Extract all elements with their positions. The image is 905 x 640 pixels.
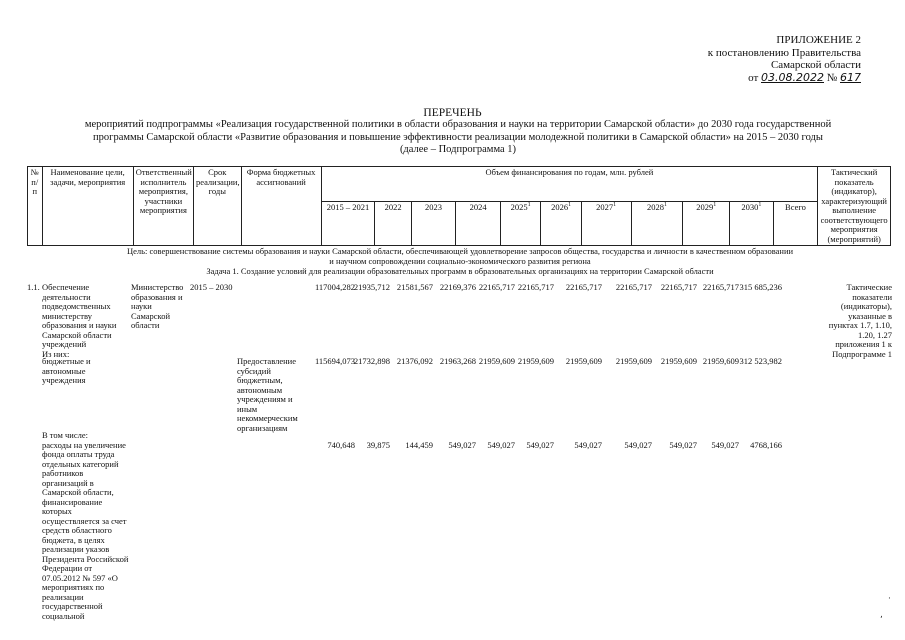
header-year: 2026$^1$ [541,202,581,246]
value-cell: 144,459 [405,440,433,450]
header-term: Срок реализации, годы [193,167,241,246]
footnote-mark: 1 [663,202,667,209]
row-form: Предоставление субсидий бюджетным, автономным учреждениям и иным некоммерческим организациям [237,356,298,433]
value-cell: 115694,073 [314,356,355,366]
value-cell: 549,027 [711,440,739,450]
value-cell: 549,027 [526,440,554,450]
date-prefix: от [748,71,759,84]
value-cell: 549,027 [624,440,652,450]
scan-mark: · [888,594,891,604]
footnote-mark: 1 [758,202,762,209]
appendix-date-line [681,72,861,85]
value-cell: 22169,376 [439,282,476,292]
scan-mark: , [880,610,883,620]
task-text: Задача 1. Создание условий для реализации образовательных программ в образовательных организациях на территории Самарской области [206,266,714,276]
row-responsible: Министерство образования и науки Самарской области [131,282,184,330]
footnote-mark: 1 [527,202,531,209]
financing-table-header [27,166,891,246]
value-cell: 21959,609 [517,356,554,366]
row-number: 1.1. [27,282,40,292]
goal-line-2: и научном сопровождении социально-экономического развития региона [329,255,591,266]
row-name: В том числе: расходы на увеличение фонда оплаты труда отдельных категорий работников организаций в Самарской области, финансирование которых осуществляется за счет средств областного бюджета, в целях реализации указов Президента Российской Федерации от 07.05.2012 № 597 «О мероприятиях по реализации государственной социальной [42,430,129,621]
header-responsible: Ответственный исполнитель мероприятия, участники мероприятия [133,167,193,246]
footnote-mark: 1 [613,202,617,209]
value-cell: 21959,609 [702,356,739,366]
appendix-title: ПРИЛОЖЕНИЕ 2 [776,34,861,46]
value-cell: 21732,898 [353,356,390,366]
header-year: 2027$^1$ [581,202,631,246]
row-name: бюджетные и автономные учреждения [42,356,91,385]
value-cell: 21935,712 [353,282,390,292]
document-title: ПЕРЕЧЕНЬ [423,107,482,119]
value-cell: 549,027 [574,440,602,450]
value-cell: 22165,717 [478,282,515,292]
document-subtitle [58,119,858,157]
row-name: Обеспечение деятельности подведомственных министерству образования и науки Самарской области учреждений Из них: [42,282,117,359]
value-cell: 22165,717 [517,282,554,292]
value-cell: 22165,717 [565,282,602,292]
handwritten-number: 617 [840,70,861,84]
value-cell: 22165,717 [702,282,739,292]
goal-line-1: Цель: совершенствование системы образования и науки Самарской области, обеспечивающей удовлетворение запросов общества, государства и личности в качественном образовании [126,246,794,256]
header-total: Всего [773,202,818,246]
goal-text [100,247,820,266]
value-cell: 21959,609 [660,356,697,366]
value-cell: 4768,166 [750,440,782,450]
header-year: 2025$^1$ [500,202,540,246]
subtitle-line-1: мероприятий подпрограммы «Реализация государственной политики в области образования и науки на территории Самарской области» до 2030 года государственной [84,119,832,130]
value-cell: 21959,609 [478,356,515,366]
subtitle-line-3: (далее – Подпрограмма 1) [399,144,517,155]
value-cell: 549,027 [448,440,476,450]
header-no: № п/п [28,167,43,246]
appendix-block [681,34,861,84]
header-year: 2028$^1$ [631,202,683,246]
value-cell: 21959,609 [565,356,602,366]
header-form: Форма бюджетных ассигнований [241,167,321,246]
value-cell: 21959,609 [615,356,652,366]
row-term: 2015 – 2030 [190,282,233,292]
value-cell: 21581,567 [396,282,433,292]
row-tactical: Тактические показатели (индикаторы), указанные в пунктах 1.7, 1.10, 1.20, 1.27 приложения 1 к Подпрограмме 1 [828,282,892,359]
header-year: 2029$^1$ [683,202,730,246]
appendix-line-2: к постановлению Правительства [707,46,861,59]
handwritten-date: 03.08.2022 [761,70,824,84]
value-cell: 315 685,236 [739,282,782,292]
header-year: 2024 [456,202,501,246]
value-cell: 22165,717 [615,282,652,292]
header-year: 2030$^1$ [730,202,774,246]
number-prefix: № [826,71,838,84]
header-year: 2015 – 2021 [321,202,375,246]
header-name: Наименование цели, задачи, мероприятия [42,167,133,246]
value-cell: 21963,268 [439,356,476,366]
value-cell: 21376,092 [396,356,433,366]
value-cell: 22165,717 [660,282,697,292]
header-volume: Объем финансирования по годам, млн. рублей [321,167,818,202]
value-cell: 39,875 [366,440,390,450]
header-year: 2023 [411,202,456,246]
appendix-line-3: Самарской области [770,59,861,71]
value-cell: 117004,282 [314,282,355,292]
footnote-mark: 1 [713,202,717,209]
value-cell: 549,027 [487,440,515,450]
header-year: 2022 [375,202,411,246]
value-cell: 312 523,982 [739,356,782,366]
subtitle-line-2: программы Самарской области «Развитие образования и повышение эффективности реализации молодежной политики в Самарской области» на 2015 – 2030 годы [93,131,823,143]
value-cell: 549,027 [669,440,697,450]
footnote-mark: 1 [568,202,572,209]
header-tactical: Тактический показатель (индикатор), характеризующий выполнение соответствующего мероприятия (мероприятий) [818,167,891,246]
value-cell: 740,648 [327,440,355,450]
